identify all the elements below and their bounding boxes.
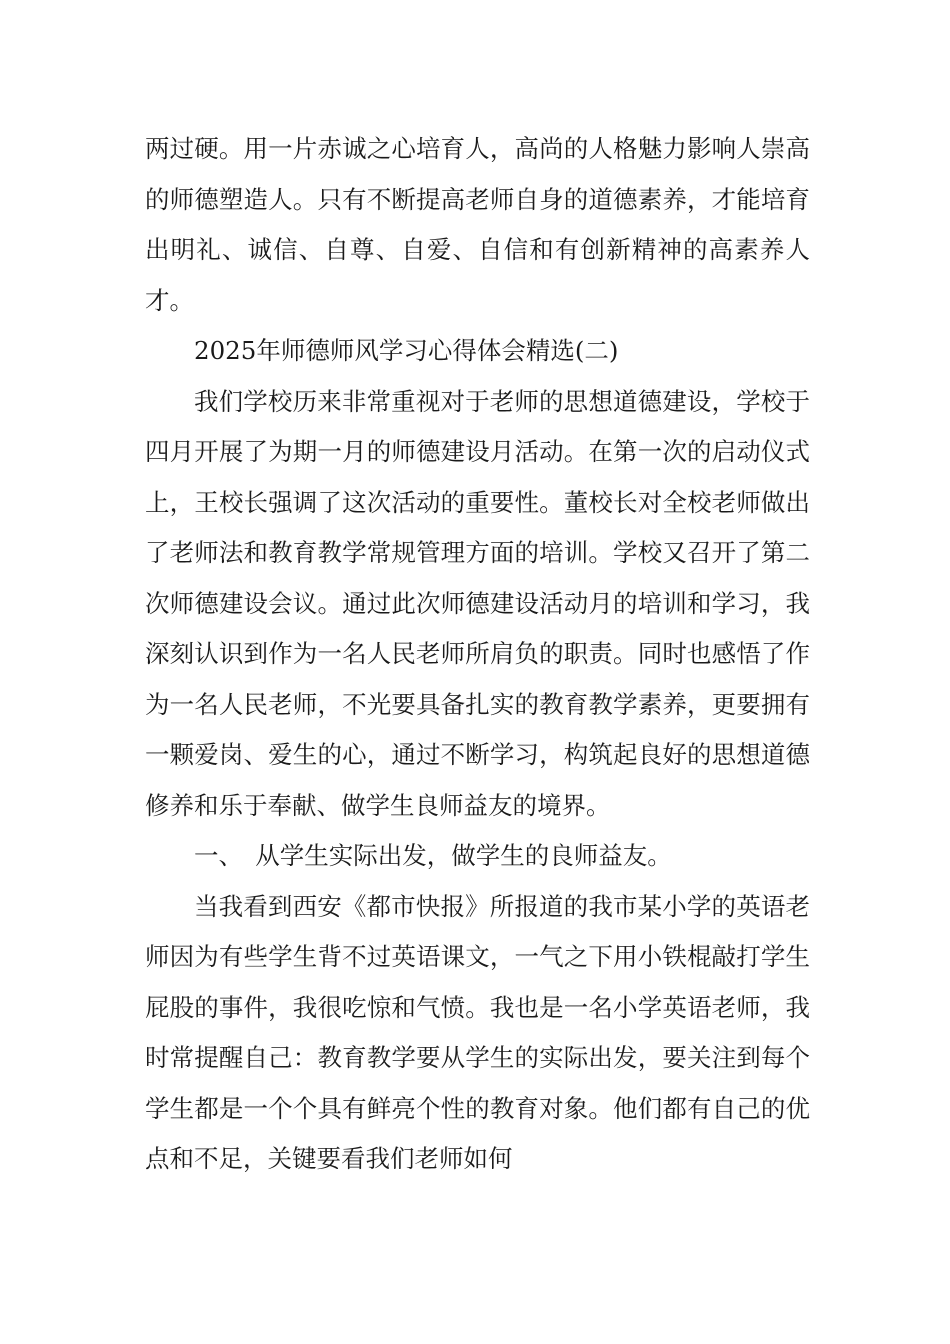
paragraph-continuation: 两过硬。用一片赤诚之心培育人，高尚的人格魅力影响人崇高的师德塑造人。只有不断提高老师自身的道德素养，才能培育出明礼、诚信、自尊、自爱、自信和有创新精神的高素养人才。 — [145, 134, 810, 315]
paragraph-body: 当我看到西安《都市快报》所报道的我市某小学的英语老师因为有些学生背不过英语课文，一气之下用小铁棍敲打学生屁股的事件，我很吃惊和气愤。我也是一名小学英语老师，我时常提醒自己：教育教学要从学生的实际出发，要关注到每个学生都是一个个具有鲜亮个性的教育对象。他们都有自己的优点和不足，关键要看我们老师如何 — [145, 891, 810, 1173]
section-title: 2025年师德师风学习心得体会精选(二) — [194, 336, 619, 365]
document-body — [145, 124, 810, 1185]
paragraph-intro: 我们学校历来非常重视对于老师的思想道德建设，学校于四月开展了为期一月的师德建设月活动。在第一次的启动仪式上，王校长强调了这次活动的重要性。董校长对全校老师做出了老师法和教育教学常规管理方面的培训。学校又召开了第二次师德建设会议。通过此次师德建设活动月的培训和学习，我深刻认识到作为一名人民老师所肩负的职责。同时也感悟了作为一名人民老师，不光要具备扎实的教育教学素养，更要拥有一颗爱岗、爱生的心，通过不断学习，构筑起良好的思想道德修养和乐于奉献、做学生良师益友的境界。 — [145, 386, 810, 820]
subsection-heading: 一、 从学生实际出发，做学生的良师益友。 — [194, 841, 672, 870]
